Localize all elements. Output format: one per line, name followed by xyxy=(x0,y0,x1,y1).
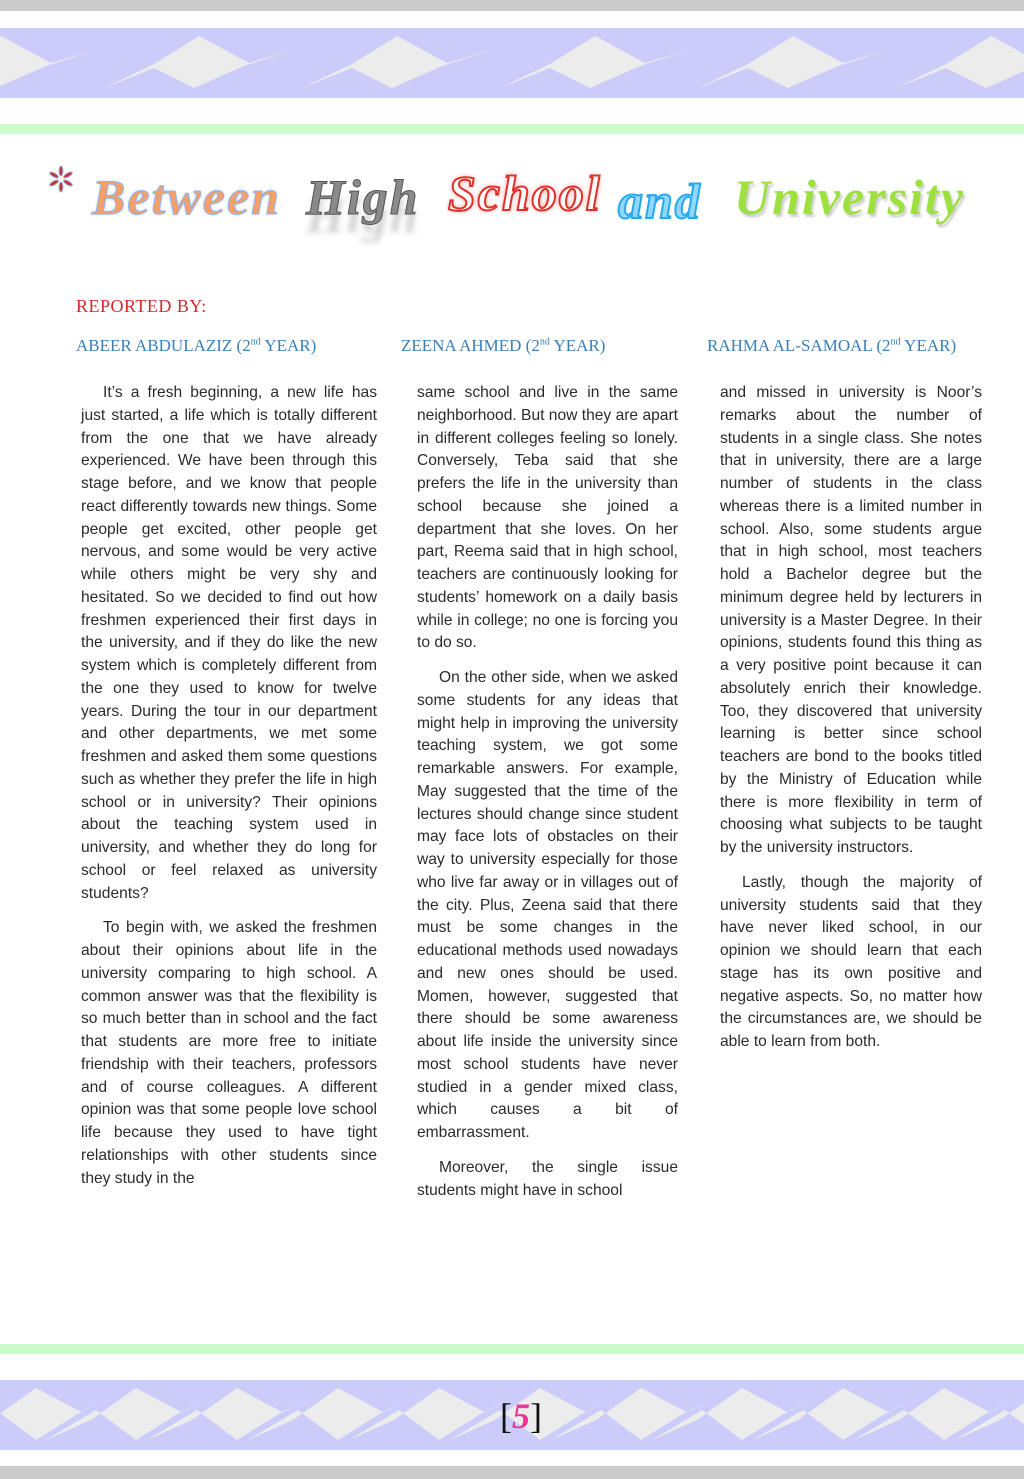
title-word-high: High xyxy=(306,169,420,225)
top-pattern-band xyxy=(0,28,1024,98)
article-column-3 xyxy=(720,382,982,1054)
author-name: ABEER ABDULAZIZ (2 xyxy=(76,336,251,355)
paragraph: Moreover, the single issue students might have in school xyxy=(417,1158,678,1199)
diamond-pattern-icon xyxy=(0,28,1024,98)
title-word-between: Between xyxy=(92,169,281,225)
paragraph: Lastly, though the majority of university students said that they have never liked school, in our opinion we should learn that each stage has its own positive and negative aspects. So, no matter how the circumstances are, we should be able to learn from both. xyxy=(720,873,982,1050)
page-title xyxy=(44,160,1004,240)
top-green-rule xyxy=(0,124,1024,134)
author-name: ZEENA AHMED (2 xyxy=(401,336,540,355)
page-number-value: 5 xyxy=(512,1396,530,1436)
paragraph: On the other side, when we asked some students for any ideas that might help in improving the university teaching system, we got some remarkable answers. For example, May suggested that the time of the lectures should change since student may face lots of obstacles on their way to university especially for those who live far away or in villages out of the city. Plus, Zeena said that there must be some changes in the educational methods used nowadays and new ones should be used. Momen, however, suggested that there should be some awareness about life inside the university since most school students have never studied in a gender mixed class, which causes a bit of embarrassment. xyxy=(417,669,678,1141)
title-word-and: and xyxy=(618,173,702,229)
author-zeena xyxy=(401,336,605,356)
paragraph: To begin with, we asked the freshmen about their opinions about life in the university comparing to high school. A common answer was that the flexibility is so much better than in school and the fact that students are more free to initiate friendship with their teachers, professors and of course colleagues. A different opinion was that some people love school life because they used to have tight relationships with other students since they study in the xyxy=(81,919,377,1187)
author-suffix: YEAR) xyxy=(549,336,606,355)
title-word-school: School xyxy=(448,165,602,221)
author-suffix: YEAR) xyxy=(900,336,957,355)
title-word-university: University xyxy=(734,169,966,225)
paragraph: and missed in university is Noor’s remarks about the number of students in a single class. She notes that in university, there are a large number of students in the class whereas there is a limited number in school. Also, some students argue that in high school, most teachers hold a Bachelor degree but the minimum degree held by lecturers in university is a Master Degree. In their opinions, students found this thing as a very positive point because it can absolutely enrich their knowledge. Too, they discovered that university learning is better since school teachers are bond to the books titled by the Ministry of Education while there is more flexibility in term of choosing what subjects to be taught by the university instructors. xyxy=(720,384,982,856)
reported-by-label: REPORTED BY: xyxy=(76,296,207,316)
article-column-1 xyxy=(81,382,377,1190)
author-ordinal: nd xyxy=(539,336,550,348)
author-ordinal: nd xyxy=(250,336,261,348)
page-bracket-close: ] xyxy=(530,1396,542,1436)
bottom-green-rule xyxy=(0,1344,1024,1354)
article-column-2 xyxy=(417,382,678,1202)
paragraph: It’s a fresh beginning, a new life has just started, a life which is totally different from the one that we have already experienced. We have been through this stage before, and we know that people react differently towards new things. Some people get excited, other people get nervous, and some would be very active while others might be very shy and hesitated. So we decided to find out how freshmen experienced their first days in the university, and if they do like the new system which is completely different from the one they used to know for twelve years. During the tour in our department and other departments, we met some freshmen and asked them some questions such as whether they prefer the life in high school or in university? Their opinions about the teaching system used in university, and whether they do long for school or feel relaxed as university students? xyxy=(81,384,377,902)
author-ordinal: nd xyxy=(890,336,901,348)
page-number xyxy=(500,1398,542,1434)
author-abeer xyxy=(76,336,316,356)
bottom-gray-rule xyxy=(0,1466,1024,1479)
author-rahma xyxy=(707,336,956,356)
paragraph: same school and live in the same neighborhood. But now they are apart in different colleges feeling so lonely. Conversely, Teba said that she prefers the life in the university than school because she joined a department that she loves. On her part, Reema said that in high school, teachers are continuously looking for students’ homework on a daily basis while in college; no one is forcing you to do so. xyxy=(417,384,678,652)
page-bracket-open: [ xyxy=(500,1396,512,1436)
top-gray-rule xyxy=(0,0,1024,11)
author-name: RAHMA AL-SAMOAL (2 xyxy=(707,336,891,355)
author-suffix: YEAR) xyxy=(260,336,317,355)
